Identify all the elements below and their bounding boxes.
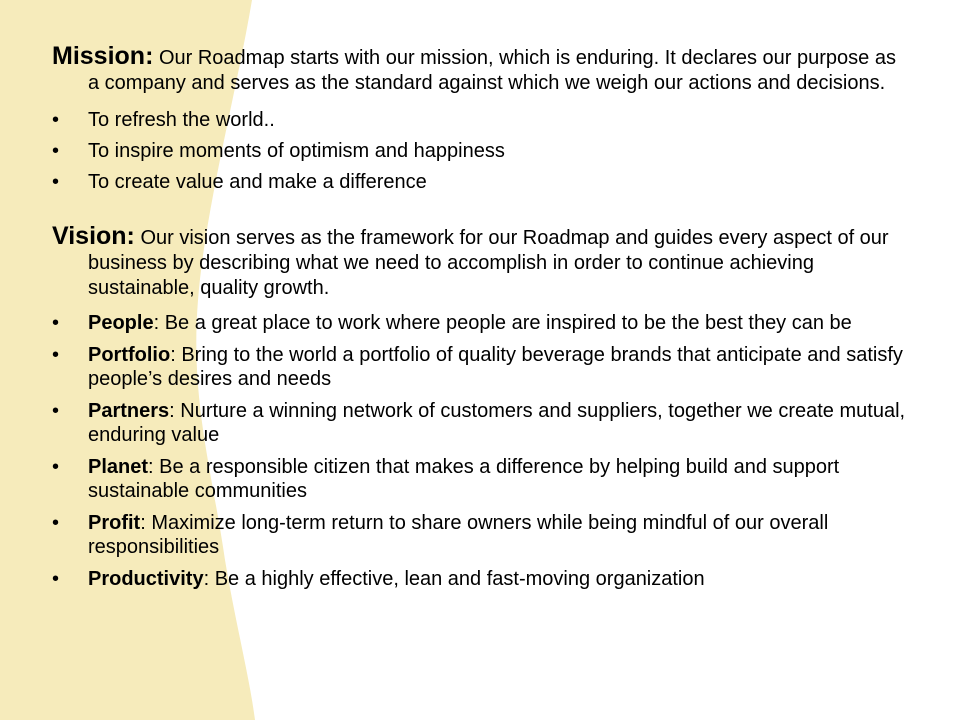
mission-paragraph [52, 44, 912, 96]
bullet-text: : Nurture a winning network of customers and suppliers, together we create mutual, enduring value [88, 400, 906, 446]
bullet-term: Profit [88, 512, 141, 534]
mission-heading: Mission: [52, 42, 154, 70]
bullet-icon: • [52, 312, 60, 334]
bullet-icon: • [52, 171, 60, 193]
bullet-term: People [88, 312, 154, 334]
mission-bullet-list [52, 108, 912, 194]
list-item [52, 170, 912, 194]
list-item [52, 455, 912, 503]
bullet-term: Partners [88, 400, 170, 422]
bullet-text: To create value and make a difference [88, 171, 427, 193]
bullet-text: To refresh the world.. [88, 109, 275, 131]
slide-content [52, 44, 912, 599]
bullet-term: Productivity [88, 568, 204, 590]
bullet-text: To inspire moments of optimism and happiness [88, 140, 505, 162]
bullet-icon: • [52, 344, 60, 366]
bullet-icon: • [52, 568, 60, 590]
bullet-term: Portfolio [88, 344, 171, 366]
list-item [52, 311, 912, 335]
list-item [52, 567, 912, 591]
mission-text: Our Roadmap starts with our mission, which is enduring. It declares our purpose as a company and serves as the standard against which we weigh our actions and decisions. [88, 47, 896, 94]
bullet-icon: • [52, 109, 60, 131]
list-item [52, 139, 912, 163]
bullet-text: : Bring to the world a portfolio of quality beverage brands that anticipate and satisfy people’s desires and needs [88, 344, 903, 390]
list-item [52, 399, 912, 447]
list-item [52, 343, 912, 391]
bullet-icon: • [52, 512, 60, 534]
bullet-text: : Maximize long-term return to share owners while being mindful of our overall responsibilities [88, 512, 829, 558]
bullet-icon: • [52, 140, 60, 162]
vision-paragraph [52, 224, 912, 301]
vision-heading: Vision: [52, 222, 135, 250]
list-item [52, 108, 912, 132]
vision-bullet-list [52, 311, 912, 591]
vision-text: Our vision serves as the framework for our Roadmap and guides every aspect of our business by describing what we need to accomplish in order to continue achieving sustainable, quality growth. [88, 227, 889, 299]
list-item [52, 511, 912, 559]
bullet-icon: • [52, 456, 60, 478]
bullet-icon: • [52, 400, 60, 422]
bullet-text: : Be a responsible citizen that makes a difference by helping build and support sustainable communities [88, 456, 840, 502]
bullet-text: : Be a highly effective, lean and fast-moving organization [203, 568, 705, 590]
bullet-text: : Be a great place to work where people are inspired to be the best they can be [153, 312, 852, 334]
bullet-term: Planet [88, 456, 149, 478]
